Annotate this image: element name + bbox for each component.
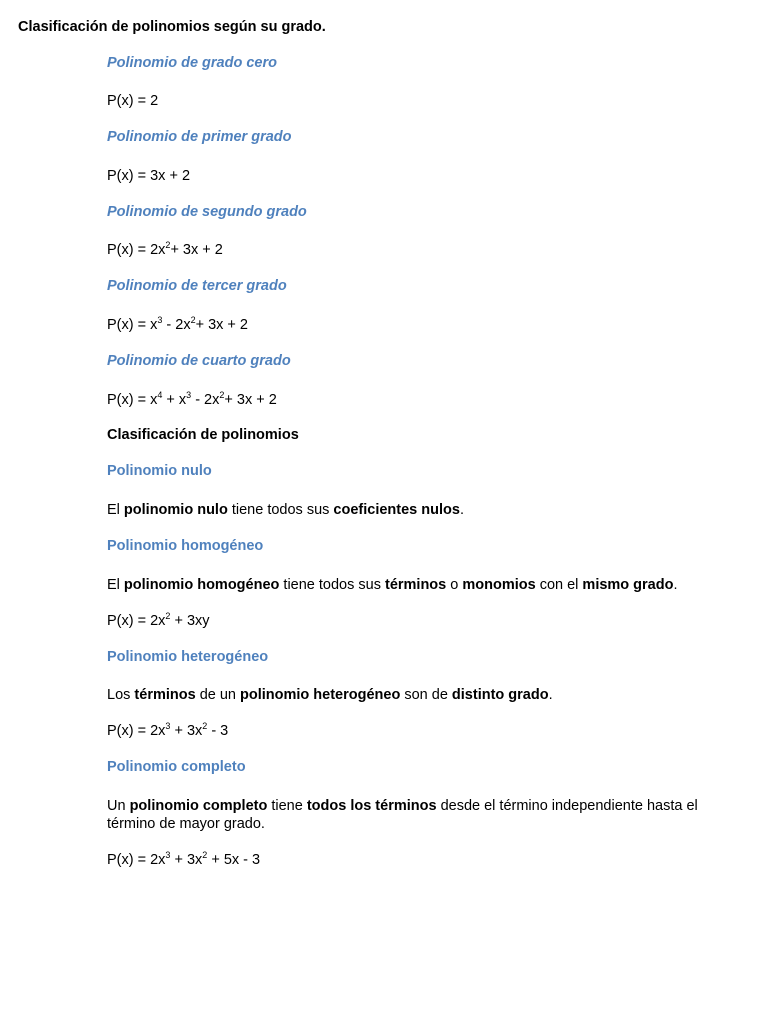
heading-polinomio-homogeneo: Polinomio homogéneo bbox=[107, 538, 264, 554]
formula-tercer-grado: $P(x) = x^3 - 2x^2+ 3x + 2$ bbox=[107, 315, 248, 333]
paragraph-polinomio-completo: Un polinomio completo tiene todos los términos desde el término independiente hasta el término de mayor grado. bbox=[107, 798, 698, 832]
heading-polinomio-heterogeneo: Polinomio heterogéneo bbox=[107, 649, 269, 665]
heading-primer-grado: Polinomio de primer grado bbox=[107, 129, 292, 145]
formula-primer-grado: P(x) = 3x + 2 bbox=[107, 168, 191, 184]
formula-heterogeneo: $P(x) = 2x^3 + 3x^2 - 3$ bbox=[107, 721, 229, 739]
heading-polinomio-nulo: Polinomio nulo bbox=[107, 463, 212, 479]
heading-segundo-grado: Polinomio de segundo grado bbox=[107, 204, 307, 220]
heading-cuarto-grado: Polinomio de cuarto grado bbox=[107, 353, 291, 369]
classification-heading: Clasificación de polinomios bbox=[107, 427, 299, 443]
formula-homogeneo: $P(x) = 2x^2 + 3xy$ bbox=[107, 611, 210, 629]
formula-grado-cero: P(x) = 2 bbox=[107, 93, 159, 109]
formula-segundo-grado: $P(x) = 2x^2+ 3x + 2$ bbox=[107, 240, 223, 258]
formula-completo: $P(x) = 2x^3 + 3x^2 + 5x - 3$ bbox=[107, 850, 261, 868]
paragraph-polinomio-heterogeneo: Los términos de un polinomio heterogéneo son de distinto grado. bbox=[107, 687, 553, 703]
paragraph-polinomio-homogeneo: El polinomio homogéneo tiene todos sus términos o monomios con el mismo grado. bbox=[107, 577, 678, 593]
heading-grado-cero: Polinomio de grado cero bbox=[107, 55, 277, 71]
formula-cuarto-grado: $P(x) = x^4 + x^3 - 2x^2+ 3x + 2$ bbox=[107, 390, 277, 408]
heading-tercer-grado: Polinomio de tercer grado bbox=[107, 278, 287, 294]
heading-polinomio-completo: Polinomio completo bbox=[107, 759, 246, 775]
paragraph-polinomio-nulo: El polinomio nulo tiene todos sus coeficientes nulos. bbox=[107, 502, 464, 518]
main-heading: Clasificación de polinomios según su grado. bbox=[18, 19, 326, 35]
